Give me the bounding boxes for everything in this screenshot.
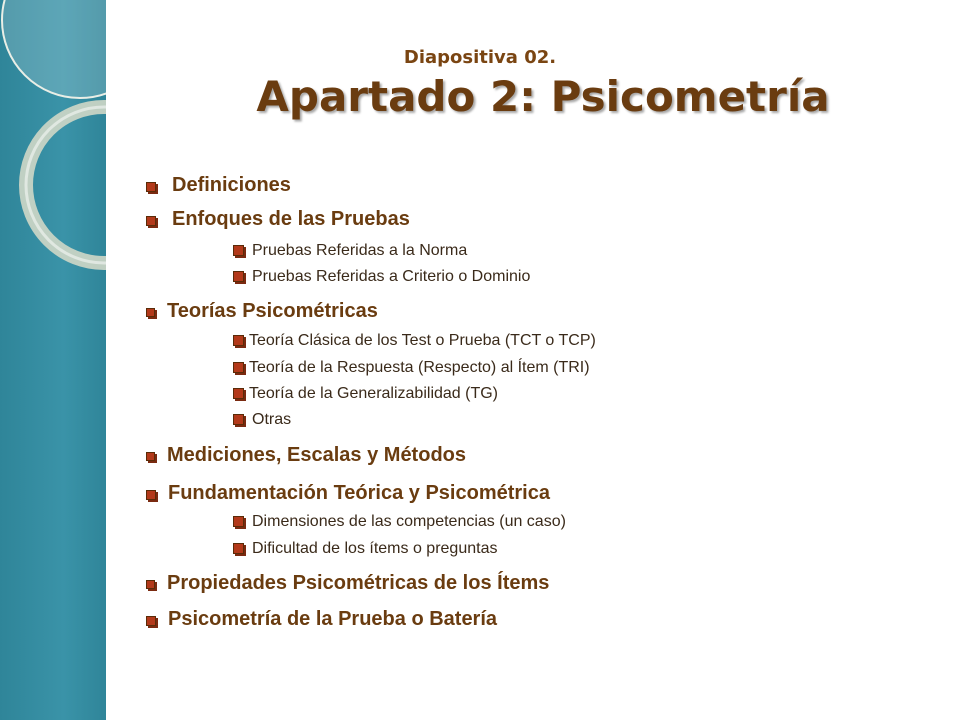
outline-subitem: Dificultad de los ítems o preguntas xyxy=(233,540,497,558)
slide-title: Apartado 2: Psicometría xyxy=(256,72,830,121)
slide-subtitle: Diapositiva 02. xyxy=(403,47,557,68)
outline-subitem: Teoría Clásica de los Test o Prueba (TCT o TCP) xyxy=(233,332,596,350)
checkbox-bullet-icon xyxy=(233,335,244,346)
checkbox-bullet-icon xyxy=(146,616,156,626)
checkbox-bullet-icon xyxy=(233,245,244,256)
checkbox-bullet-icon xyxy=(146,182,156,192)
checkbox-bullet-icon xyxy=(233,388,244,399)
checkbox-bullet-icon xyxy=(233,516,244,527)
checkbox-bullet-icon xyxy=(146,490,156,500)
checkbox-bullet-icon xyxy=(233,362,244,373)
outline-item-3: Teorías Psicométricas xyxy=(146,300,378,323)
outline-item-7: Psicometría de la Prueba o Batería xyxy=(146,608,497,631)
checkbox-bullet-icon xyxy=(233,271,244,282)
outline-item-2: Enfoques de las Pruebas xyxy=(146,208,410,231)
outline-subitem: Teoría de la Generalizabilidad (TG) xyxy=(233,385,498,403)
outline-subitem: Teoría de la Respuesta (Respecto) al Ítem (TRI) xyxy=(233,359,590,377)
checkbox-bullet-icon xyxy=(146,216,156,226)
outline-subitem: Pruebas Referidas a la Norma xyxy=(233,242,467,260)
outline-subitem: Otras xyxy=(233,411,291,429)
checkbox-bullet-icon xyxy=(146,580,155,589)
outline-item-6: Propiedades Psicométricas de los Ítems xyxy=(146,572,549,595)
outline-item-4: Mediciones, Escalas y Métodos xyxy=(146,444,466,467)
outline-item-1: Definiciones xyxy=(146,174,291,197)
outline-subitem: Dimensiones de las competencias (un caso) xyxy=(233,513,566,531)
checkbox-bullet-icon xyxy=(146,452,155,461)
outline-item-5: Fundamentación Teórica y Psicométrica xyxy=(146,482,550,505)
outline-subitem: Pruebas Referidas a Criterio o Dominio xyxy=(233,268,530,286)
checkbox-bullet-icon xyxy=(233,543,244,554)
checkbox-bullet-icon xyxy=(146,308,155,317)
checkbox-bullet-icon xyxy=(233,414,244,425)
